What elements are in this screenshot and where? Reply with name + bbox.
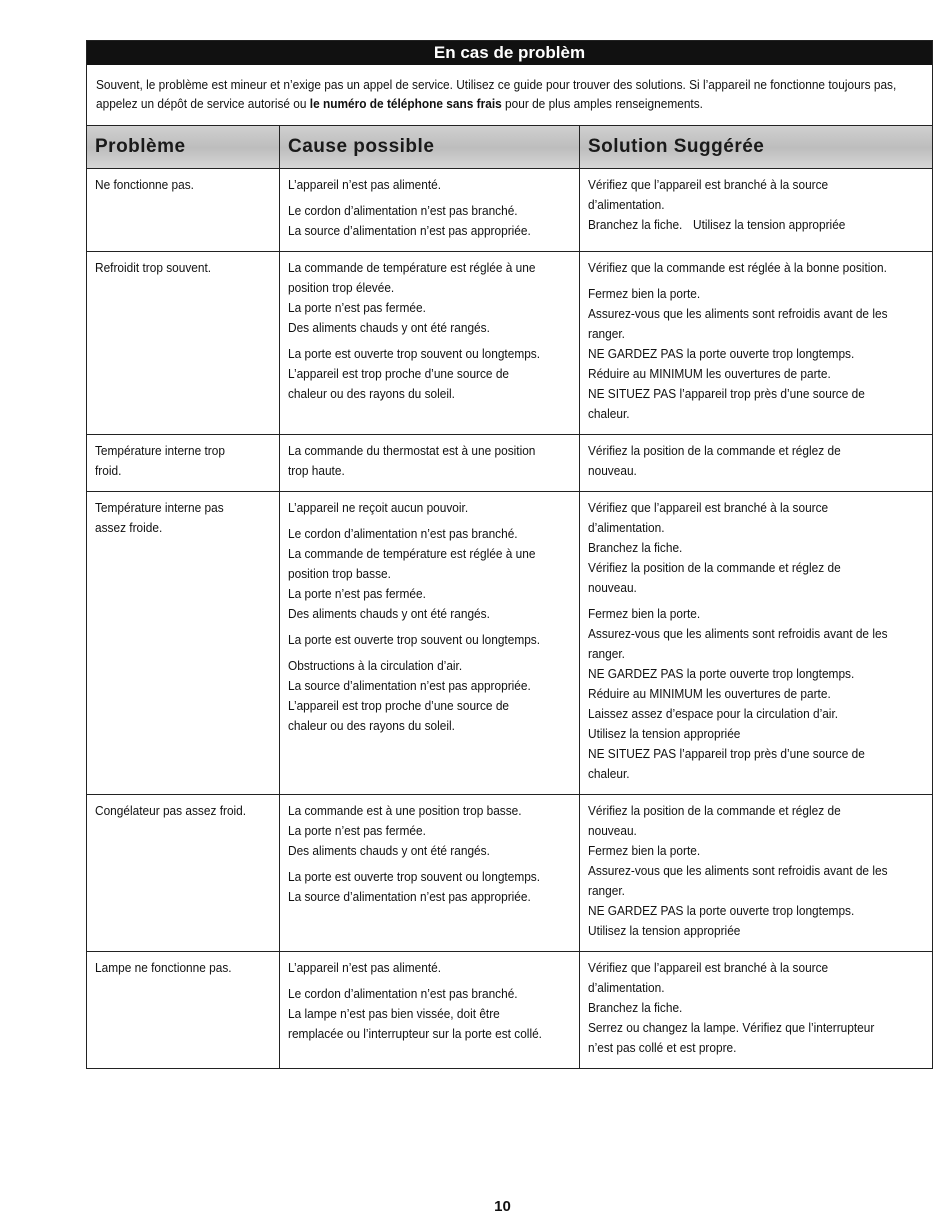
solution-text: Serrez ou changez la lampe. Vérifiez que l’interrupteur n’est pas collé et est propre. — [588, 1020, 878, 1055]
cause-text: L’appareil n’est pas alimenté. — [288, 960, 442, 975]
table-row — [87, 492, 932, 795]
intro-text-1: Souvent, le problème est mineur et n’exige pas un appel de service. Utilisez ce guide pour trouver des solutions. Si l’appareil ne fonctionne toujours pas, appelez un dépôt de service autorisé ou — [96, 77, 897, 111]
cause-cell — [280, 795, 580, 952]
cause-text: Le cordon d’alimentation n’est pas branché. — [288, 986, 518, 1001]
table-row — [87, 169, 932, 252]
cause-text: L’appareil ne reçoit aucun pouvoir. — [288, 500, 469, 515]
problem-text: Température interne pas assez froide. — [95, 500, 227, 535]
cause-text: La source d’alimentation n’est pas appropriée. — [288, 678, 531, 693]
cause-text: La lampe n’est pas bien vissée, doit être remplacée ou l’interrupteur sur la porte est collé. — [288, 1006, 542, 1041]
troubleshooting-table — [87, 125, 932, 1068]
cause-text: L’appareil est trop proche d’une source de chaleur ou des rayons du soleil. — [288, 698, 513, 733]
table-row — [87, 435, 932, 492]
problem-text: Température interne trop froid. — [95, 443, 229, 478]
solution-cell — [580, 952, 933, 1069]
solution-cell — [580, 252, 933, 435]
page-number: 10 — [494, 1198, 511, 1215]
solution-text: Branchez la fiche. — [588, 1000, 683, 1015]
cause-text: La commande est à une position trop basse. — [288, 803, 522, 818]
solution-text: NE SITUEZ PAS l’appareil trop près d’une source de chaleur. — [588, 746, 869, 781]
solution-text: Vérifiez que l’appareil est branché à la source d’alimentation. — [588, 960, 832, 995]
section-title: En cas de problèm — [87, 41, 932, 65]
solution-text: Fermez bien la porte. — [588, 843, 701, 858]
cause-text: La porte est ouverte trop souvent ou longtemps. — [288, 632, 541, 647]
solution-text: Assurez-vous que les aliments sont refroidis avant de les ranger. — [588, 626, 891, 661]
solution-text: Utilisez la tension appropriée — [692, 217, 846, 232]
problem-cell — [87, 252, 280, 435]
cause-cell — [280, 252, 580, 435]
problem-cell — [87, 952, 280, 1069]
solution-text: Branchez la fiche. — [588, 540, 683, 555]
intro-paragraph — [87, 65, 933, 125]
header-problem: Problème — [87, 126, 280, 169]
solution-text: Fermez bien la porte. — [588, 286, 701, 301]
problem-text: Ne fonctionne pas. — [95, 177, 194, 192]
solution-text: NE GARDEZ PAS la porte ouverte trop longtemps. Réduire au MINIMUM les ouvertures de parte. — [588, 346, 858, 381]
solution-text: NE GARDEZ PAS la porte ouverte trop longtemps. Réduire au MINIMUM les ouvertures de parte. — [588, 666, 858, 701]
problem-cell — [87, 795, 280, 952]
cause-text: La porte n’est pas fermée. — [288, 823, 426, 838]
cause-text: La porte n’est pas fermée. — [288, 300, 426, 315]
problem-text: Refroidit trop souvent. — [95, 260, 212, 275]
table-row — [87, 795, 932, 952]
intro-bold: le numéro de téléphone sans frais — [309, 96, 502, 111]
cause-cell — [280, 492, 580, 795]
solution-text: Utilisez la tension appropriée — [588, 923, 741, 938]
cause-text: Des aliments chauds y ont été rangés. — [288, 606, 490, 621]
solution-text: NE GARDEZ PAS la porte ouverte trop longtemps. — [588, 903, 855, 918]
troubleshooting-section — [86, 40, 933, 1069]
problem-cell — [87, 435, 280, 492]
solution-text: Assurez-vous que les aliments sont refroidis avant de les ranger. — [588, 863, 891, 898]
solution-text: Vérifiez la position de la commande et réglez de nouveau. — [588, 803, 844, 838]
cause-text: L’appareil n’est pas alimenté. — [288, 177, 442, 192]
problem-cell — [87, 492, 280, 795]
cause-text: L’appareil est trop proche d’une source de chaleur ou des rayons du soleil. — [288, 366, 513, 401]
problem-text: Congélateur pas assez froid. — [95, 803, 247, 818]
cause-text: La commande de température est réglée à une position trop élevée. — [288, 260, 539, 295]
solution-text: Vérifiez que l’appareil est branché à la source d’alimentation. — [588, 177, 832, 212]
table-body — [87, 169, 932, 1069]
solution-text: Utilisez la tension appropriée — [588, 726, 741, 741]
header-cause: Cause possible — [280, 126, 580, 169]
cause-cell — [280, 435, 580, 492]
table-row — [87, 952, 932, 1069]
cause-text: Des aliments chauds y ont été rangés. — [288, 320, 490, 335]
solution-text: Laissez assez d’espace pour la circulation d’air. — [588, 706, 839, 721]
solution-cell — [580, 795, 933, 952]
table-row — [87, 252, 932, 435]
cause-text: La porte est ouverte trop souvent ou longtemps. — [288, 346, 541, 361]
problem-text: Lampe ne fonctionne pas. — [95, 960, 232, 975]
header-solution: Solution Suggérée — [580, 126, 933, 169]
cause-text: La porte est ouverte trop souvent ou longtemps. — [288, 869, 541, 884]
cause-text: Des aliments chauds y ont été rangés. — [288, 843, 490, 858]
solution-cell — [580, 169, 933, 252]
table-header-row — [87, 126, 932, 169]
cause-text: La source d’alimentation n’est pas appropriée. — [288, 889, 531, 904]
solution-cell — [580, 492, 933, 795]
cause-cell — [280, 169, 580, 252]
problem-cell — [87, 169, 280, 252]
cause-text: Obstructions à la circulation d’air. — [288, 658, 463, 673]
cause-text: La commande de température est réglée à une position trop basse. — [288, 546, 539, 581]
cause-text: Le cordon d’alimentation n’est pas branché. — [288, 203, 518, 218]
solution-text: NE SITUEZ PAS l’appareil trop près d’une source de chaleur. — [588, 386, 869, 421]
solution-text: Assurez-vous que les aliments sont refroidis avant de les ranger. — [588, 306, 891, 341]
solution-text: Vérifiez que la commande est réglée à la bonne position. — [588, 260, 887, 275]
solution-text: Vérifiez la position de la commande et réglez de nouveau. — [588, 443, 844, 478]
intro-text-2: pour de plus amples renseignements. — [501, 96, 703, 111]
cause-text: La porte n’est pas fermée. — [288, 586, 426, 601]
cause-cell — [280, 952, 580, 1069]
solution-cell — [580, 435, 933, 492]
cause-text: La source d’alimentation n’est pas appropriée. — [288, 223, 531, 238]
solution-text: Branchez la fiche. — [588, 217, 683, 232]
solution-text: Fermez bien la porte. — [588, 606, 701, 621]
cause-text: La commande du thermostat est à une position trop haute. — [288, 443, 539, 478]
solution-text: Vérifiez la position de la commande et réglez de nouveau. — [588, 560, 844, 595]
cause-text: Le cordon d’alimentation n’est pas branché. — [288, 526, 518, 541]
solution-text: Vérifiez que l’appareil est branché à la source d’alimentation. — [588, 500, 832, 535]
